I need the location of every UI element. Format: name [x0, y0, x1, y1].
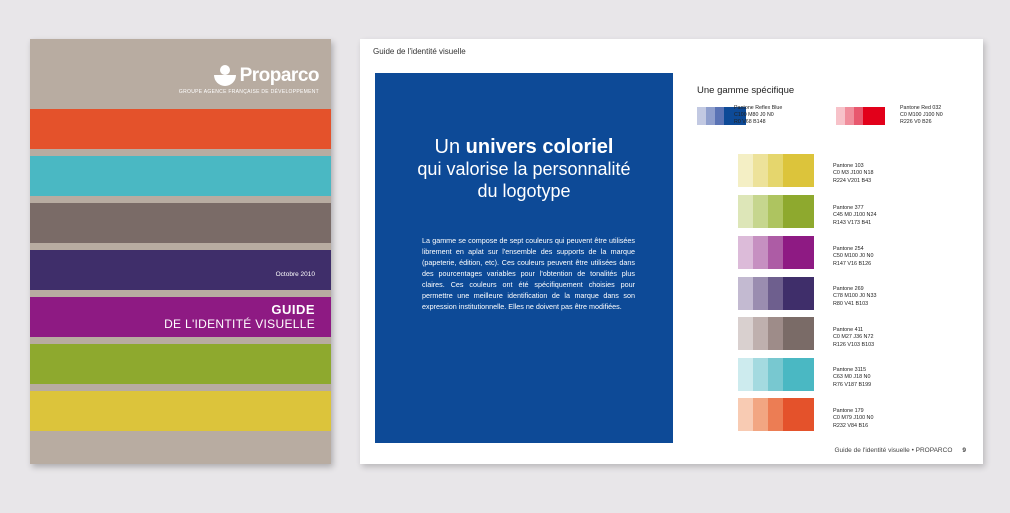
color-shade: [768, 317, 783, 350]
proparco-logo: [179, 65, 319, 95]
blue-panel: [375, 73, 673, 443]
color-shade: [753, 236, 768, 269]
headline-line3: du logotype: [477, 181, 571, 201]
color-shade: [738, 317, 753, 350]
brochure-cover: [30, 39, 331, 464]
color-shade: [863, 107, 885, 125]
footer-text: Guide de l'identité visuelle • PROPARCO: [834, 447, 953, 454]
color-shade: [738, 277, 753, 310]
cover-stripe: [30, 391, 331, 431]
cover-stripe: [30, 156, 331, 196]
reflex-blue-label: Pantone Reflex Blue C100 M80 J0 N0 R0 V68 B148: [734, 105, 783, 125]
color-shade: [738, 195, 753, 228]
color-shade: [836, 107, 845, 125]
color-shade: [768, 358, 783, 391]
color-shade: [753, 398, 768, 431]
pantone-3115-label: Pantone 3115 C63 M0 J18 N0 R76 V187 B199: [833, 367, 872, 388]
swatch-pantone-377: [738, 195, 814, 228]
color-shade: [753, 277, 768, 310]
color-shade: [738, 398, 753, 431]
cover-title: [164, 302, 315, 331]
color-shade: [783, 358, 814, 391]
color-shade: [753, 195, 768, 228]
color-shade: [738, 358, 753, 391]
pantone-103-label: Pantone 103 C0 M3 J100 N18 R224 V201 B43: [833, 163, 874, 184]
color-shade: [854, 107, 863, 125]
headline-pre: Un: [434, 136, 466, 158]
red-032-label: Pantone Red 032 C0 M100 J100 N0 R226 V0 B26: [900, 105, 943, 125]
pantone-269-label: Pantone 269 C78 M100 J0 N33 R80 V41 B103: [833, 286, 877, 307]
swatch-pantone-3115: [738, 358, 814, 391]
section-title: Une gamme spécifique: [697, 85, 795, 96]
color-shade: [783, 195, 814, 228]
cover-stripe: [30, 344, 331, 384]
headline-bold: univers coloriel: [465, 136, 614, 158]
color-shade: [753, 154, 768, 187]
color-shade: [768, 236, 783, 269]
color-shade: [783, 317, 814, 350]
color-shade: [715, 107, 724, 125]
cover-stripe: [30, 109, 331, 149]
logo-tagline: GROUPE AGENCE FRANÇAISE DE DÉVELOPPEMENT: [178, 89, 319, 95]
body-paragraph: La gamme se compose de sept couleurs qui peuvent être utilisées librement en aplat sur l'ensemble des supports de la marque (papeterie, édition, etc). Ces couleurs peuvent être utilisées dans des pourcentages variables pour l'obtention de tonalités plus claires. Ces couleurs ont été spécifiquement choisies pour permettre une meilleure identification de la marque dans son expression institutionnelle. Elles ne doivent pas être modifiées.: [422, 236, 635, 311]
color-shade: [768, 195, 783, 228]
headline: [375, 136, 673, 202]
pantone-179-label: Pantone 179 C0 M79 J100 N0 R232 V84 B16: [833, 408, 874, 429]
color-shade: [768, 277, 783, 310]
color-shade: [783, 154, 814, 187]
cover-date: Octobre 2010: [275, 271, 315, 278]
page-footer: [834, 447, 966, 454]
cover-stripe: [30, 203, 331, 243]
cover-title-line2: DE L'IDENTITÉ VISUELLE: [164, 317, 315, 331]
cover-title-line1: GUIDE: [271, 302, 315, 317]
headline-line2: qui valorise la personnalité: [417, 159, 631, 179]
swatch-red-032: [836, 107, 885, 125]
logo-mark-icon: [214, 65, 236, 87]
color-shade: [845, 107, 854, 125]
color-shade: [783, 236, 814, 269]
color-shade: [768, 154, 783, 187]
brochure-spread: [360, 39, 983, 464]
swatch-pantone-103: [738, 154, 814, 187]
color-shade: [738, 154, 753, 187]
swatch-pantone-179: [738, 398, 814, 431]
pantone-377-label: Pantone 377 C45 M0 J100 N24 R143 V173 B41: [833, 205, 877, 226]
logo-name: Proparco: [239, 65, 319, 86]
color-shade: [753, 317, 768, 350]
swatch-pantone-411: [738, 317, 814, 350]
swatch-pantone-254: [738, 236, 814, 269]
running-header: Guide de l'identité visuelle: [373, 47, 466, 56]
color-shade: [753, 358, 768, 391]
cover-stripe: [30, 250, 331, 290]
color-shade: [783, 277, 814, 310]
pantone-254-label: Pantone 254 C50 M100 J0 N0 R147 V16 B126: [833, 246, 874, 267]
color-shade: [697, 107, 706, 125]
color-shade: [738, 236, 753, 269]
page-number: 9: [962, 447, 966, 454]
color-shade: [706, 107, 715, 125]
color-shade: [783, 398, 814, 431]
color-shade: [768, 398, 783, 431]
swatch-pantone-269: [738, 277, 814, 310]
pantone-411-label: Pantone 411 C0 M27 J36 N72 R126 V103 B103: [833, 327, 875, 348]
